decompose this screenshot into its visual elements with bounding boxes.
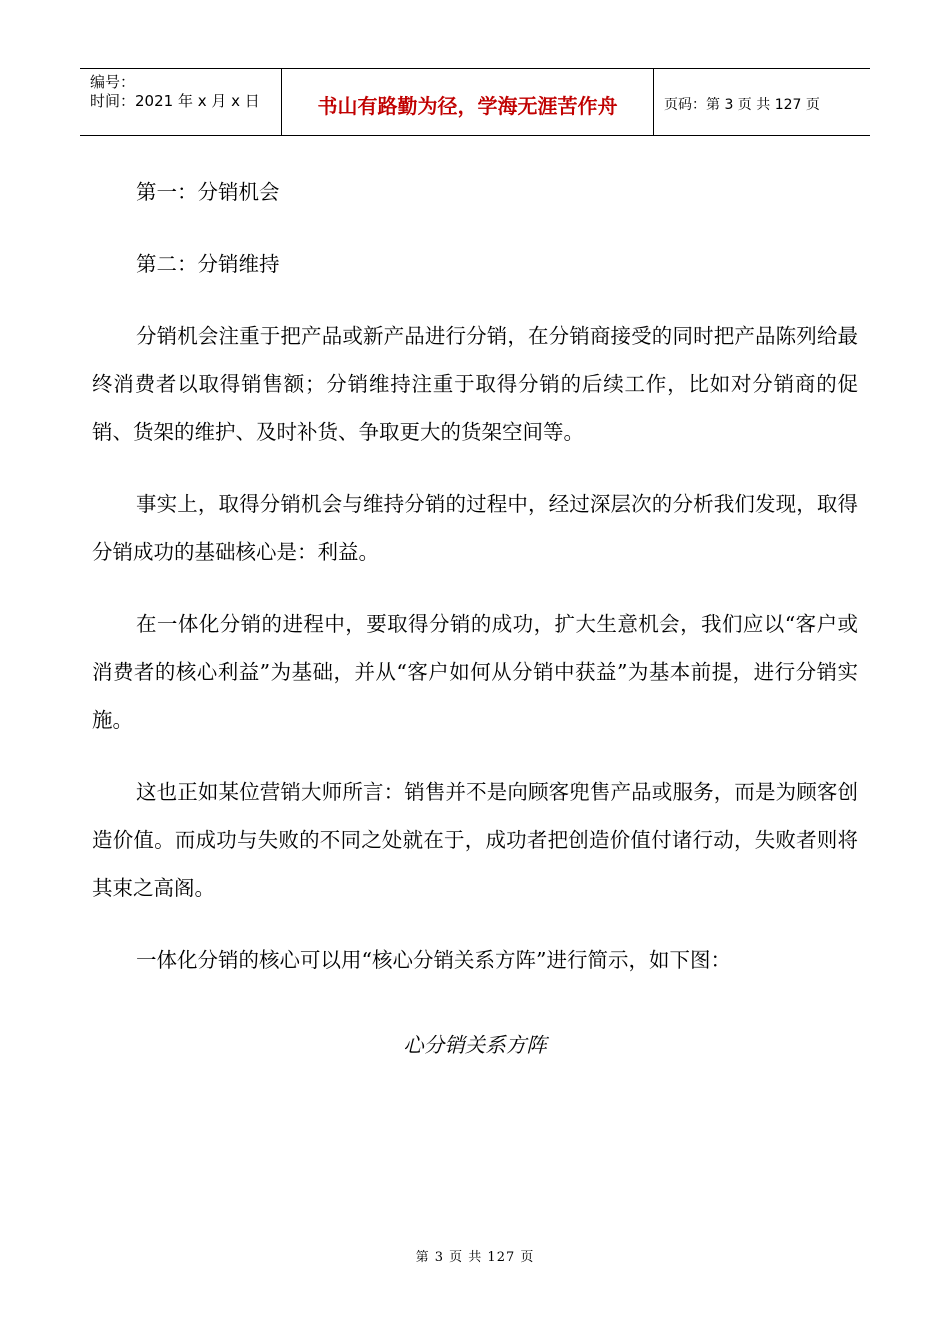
paragraph: 分销机会注重于把产品或新产品进行分销，在分销商接受的同时把产品陈列给最终消费者以取得销售额；分销维持注重于取得分销的后续工作，比如对分销商的促销、货架的维护、及时补货、争取更大的货架空间等。 <box>92 324 858 444</box>
header-page-info: 页码：第 3 页 共 127 页 <box>664 97 820 113</box>
number-label: 编号： <box>90 73 136 91</box>
page-footer: 第 3 页 共 127 页 <box>415 1250 535 1265</box>
paragraph: 事实上，取得分销机会与维持分销的过程中，经过深层次的分析我们发现，取得分销成功的基础核心是：利益。 <box>92 492 858 564</box>
paragraph: 第二：分销维持 <box>136 252 280 276</box>
figure-caption: 心分销关系方阵 <box>403 1033 547 1057</box>
paragraph: 第一：分销机会 <box>136 180 280 204</box>
paragraph: 在一体化分销的进程中，要取得分销的成功，扩大生意机会，我们应以“客户或消费者的核心利益”为基础，并从“客户如何从分销中获益”为基本前提，进行分销实施。 <box>92 612 858 732</box>
header-motto: 书山有路勤为径，学海无涯苦作舟 <box>282 69 654 135</box>
header-meta <box>80 69 282 135</box>
paragraph: 一体化分销的核心可以用“核心分销关系方阵”进行简示，如下图： <box>136 948 731 972</box>
time-label: 时间：2021 年 x 月 x 日 <box>90 92 260 110</box>
paragraph: 这也正如某位营销大师所言：销售并不是向顾客兜售产品或服务，而是为顾客创造价值。而成功与失败的不同之处就在于，成功者把创造价值付诸行动，失败者则将其束之高阁。 <box>92 780 858 900</box>
page-header <box>80 68 870 136</box>
document-body <box>92 168 858 1008</box>
